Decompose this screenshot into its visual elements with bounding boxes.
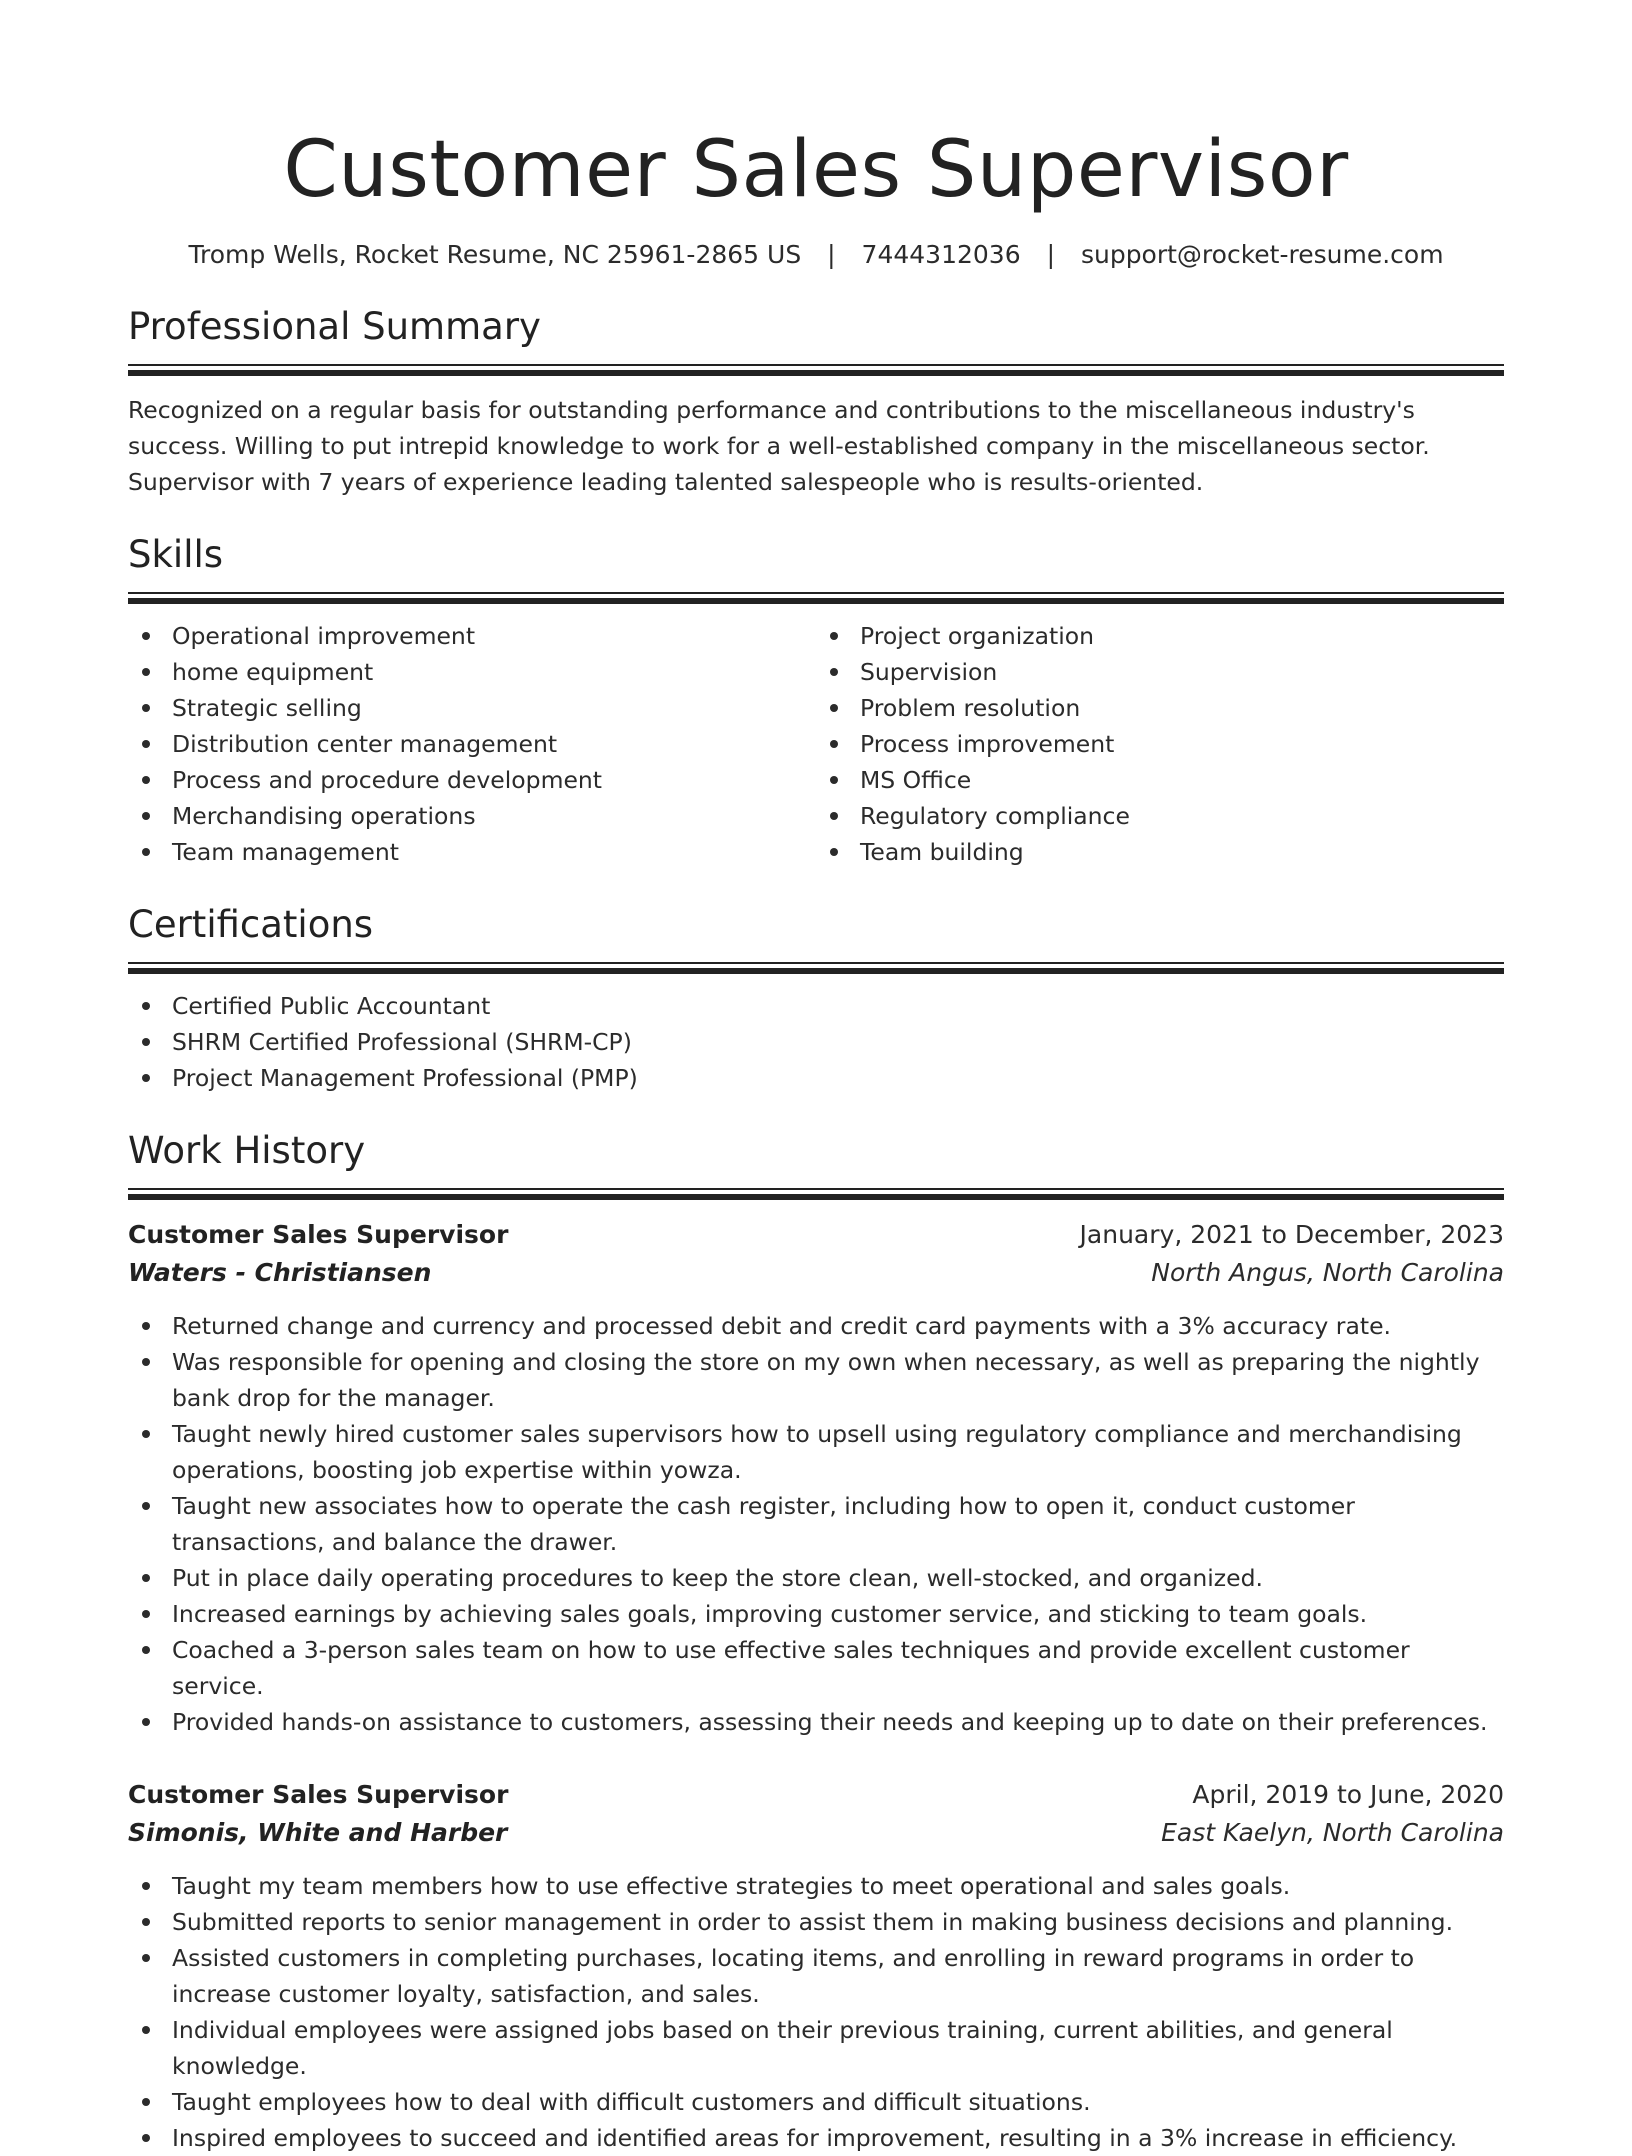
job-header-row	[128, 1216, 1504, 1254]
skill-item: Operational improvement	[128, 618, 816, 654]
skill-item: Team building	[816, 834, 1504, 870]
job-location: North Angus, North Carolina	[1151, 1258, 1504, 1287]
skills-grid	[128, 618, 1504, 870]
job-bullet: Put in place daily operating procedures to keep the store clean, well-stocked, and organized.	[128, 1560, 1504, 1596]
certification-item: Certified Public Accountant	[128, 988, 1504, 1024]
skill-item: Supervision	[816, 654, 1504, 690]
section-title-certifications: Certifications	[128, 903, 374, 946]
skills-section	[128, 532, 1504, 870]
job-title: Customer Sales Supervisor	[128, 1220, 509, 1249]
job-company-row	[128, 1254, 1504, 1292]
job-bullet: Taught new associates how to operate the cash register, including how to open it, conduct customer transactions, and balance the drawer.	[128, 1488, 1504, 1560]
job-company: Waters - Christiansen	[128, 1258, 432, 1287]
job-bullet: Was responsible for opening and closing the store on my own when necessary, as well as preparing the nightly bank drop for the manager.	[128, 1344, 1504, 1416]
summary-section	[128, 304, 1504, 500]
certifications-list	[128, 988, 1504, 1096]
job-bullets	[128, 1308, 1504, 1740]
job-dates: January, 2021 to December, 2023	[1079, 1220, 1504, 1249]
skill-item: MS Office	[816, 762, 1504, 798]
skill-item: Team management	[128, 834, 816, 870]
resume-name: Customer Sales Supervisor	[283, 125, 1349, 215]
section-title-skills: Skills	[128, 533, 224, 576]
job-bullet: Inspired employees to succeed and identified areas for improvement, resulting in a 3% increase in efficiency.	[128, 2120, 1504, 2156]
contact-separator: |	[1046, 240, 1055, 269]
skill-item: Distribution center management	[128, 726, 816, 762]
section-title-work-history: Work History	[128, 1129, 366, 1172]
job-bullet: Submitted reports to senior management in order to assist them in making business decisions and planning.	[128, 1904, 1504, 1940]
certifications-section	[128, 902, 1504, 1096]
section-divider	[128, 1188, 1504, 1202]
job-bullets	[128, 1868, 1504, 2156]
job-company-row	[128, 1814, 1504, 1852]
certification-item: Project Management Professional (PMP)	[128, 1060, 1504, 1096]
job-bullet: Provided hands-on assistance to customers, assessing their needs and keeping up to date on their preferences.	[128, 1704, 1504, 1740]
job-bullet: Assisted customers in completing purchases, locating items, and enrolling in reward programs in order to increase customer loyalty, satisfaction, and sales.	[128, 1940, 1504, 2012]
skill-item: Process improvement	[816, 726, 1504, 762]
job-company: Simonis, White and Harber	[128, 1818, 508, 1847]
job-bullet: Increased earnings by achieving sales goals, improving customer service, and sticking to team goals.	[128, 1596, 1504, 1632]
skills-list-left	[128, 618, 816, 870]
skill-item: Project organization	[816, 618, 1504, 654]
skill-item: Strategic selling	[128, 690, 816, 726]
skill-item: Merchandising operations	[128, 798, 816, 834]
contact-email: support@rocket-resume.com	[1080, 240, 1444, 269]
job-bullet: Taught newly hired customer sales supervisors how to upsell using regulatory compliance and merchandising operations, boosting job expertise within yowza.	[128, 1416, 1504, 1488]
skills-list-right	[816, 618, 1504, 870]
job-bullet: Returned change and currency and processed debit and credit card payments with a 3% accuracy rate.	[128, 1308, 1504, 1344]
job-location: East Kaelyn, North Carolina	[1161, 1818, 1504, 1847]
skill-item: home equipment	[128, 654, 816, 690]
certification-item: SHRM Certified Professional (SHRM-CP)	[128, 1024, 1504, 1060]
summary-text: Recognized on a regular basis for outstanding performance and contributions to the miscellaneous industry's success. Willing to put intrepid knowledge to work for a well-established company in the miscellaneous sector. Supervisor with 7 years of experience leading talented salespeople who is results-oriented.	[128, 396, 1430, 496]
job-bullet: Coached a 3-person sales team on how to use effective sales techniques and provide excellent customer service.	[128, 1632, 1504, 1704]
skill-item: Problem resolution	[816, 690, 1504, 726]
section-divider	[128, 364, 1504, 378]
contact-phone: 7444312036	[861, 240, 1021, 269]
contact-line	[128, 238, 1504, 272]
job-header-row	[128, 1776, 1504, 1814]
job-entry	[128, 1776, 1504, 2156]
job-bullet: Individual employees were assigned jobs based on their previous training, current abilities, and general knowledge.	[128, 2012, 1504, 2084]
section-divider	[128, 962, 1504, 976]
section-divider	[128, 592, 1504, 606]
job-dates: April, 2019 to June, 2020	[1192, 1780, 1504, 1809]
job-bullet: Taught employees how to deal with difficult customers and difficult situations.	[128, 2084, 1504, 2120]
skill-item: Regulatory compliance	[816, 798, 1504, 834]
job-entry	[128, 1216, 1504, 1740]
job-title: Customer Sales Supervisor	[128, 1780, 509, 1809]
skill-item: Process and procedure development	[128, 762, 816, 798]
work-history-section	[128, 1128, 1504, 2156]
contact-address: Tromp Wells, Rocket Resume, NC 25961-2865 US	[188, 240, 802, 269]
section-title-summary: Professional Summary	[128, 305, 541, 348]
job-bullet: Taught my team members how to use effective strategies to meet operational and sales goals.	[128, 1868, 1504, 1904]
contact-separator: |	[827, 240, 836, 269]
